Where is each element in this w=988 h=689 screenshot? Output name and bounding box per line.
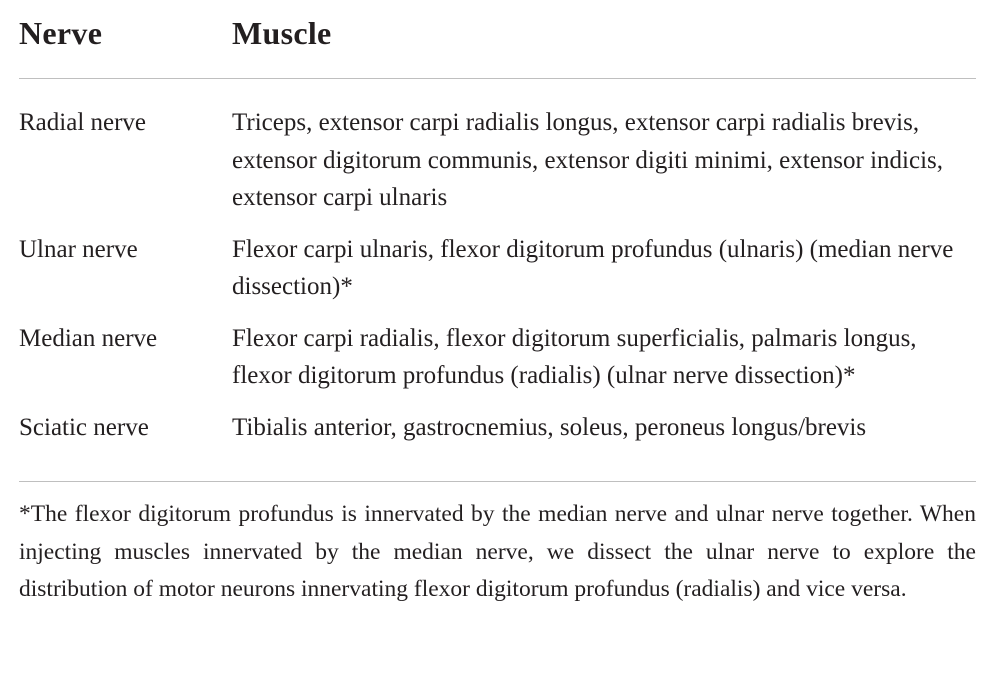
- table-body: [19, 79, 976, 482]
- header-nerve: Nerve: [19, 15, 103, 51]
- table-header: [19, 0, 976, 79]
- table-row: [19, 104, 976, 217]
- muscle-cell: Flexor carpi radialis, flexor digitorum superficialis, palmaris longus, flexor digitorum profundus (radialis) (ulnar nerve dissection)*: [232, 324, 917, 389]
- header-muscle: Muscle: [232, 15, 332, 51]
- table-row: [19, 320, 976, 395]
- table-row: [19, 231, 976, 306]
- nerve-cell: Ulnar nerve: [19, 235, 138, 263]
- nerve-cell: Sciatic nerve: [19, 413, 149, 441]
- nerve-cell: Median nerve: [19, 324, 158, 352]
- nerve-muscle-table: [19, 0, 976, 609]
- table-footnote: *The flexor digitorum profundus is innervated by the median nerve and ulnar nerve together. When injecting muscles innervated by the median nerve, we dissect the ulnar nerve to explore the distribution of motor neurons innervating flexor digitorum profundus (radialis) and vice versa.: [19, 501, 976, 602]
- muscle-cell: Flexor carpi ulnaris, flexor digitorum profundus (ulnaris) (median nerve dissection)*: [232, 235, 954, 300]
- muscle-cell: Tibialis anterior, gastrocnemius, soleus, peroneus longus/brevis: [232, 413, 867, 441]
- muscle-cell: Triceps, extensor carpi radialis longus, extensor carpi radialis brevis, extensor digitorum communis, extensor digiti minimi, extensor indicis, extensor carpi ulnaris: [232, 109, 944, 211]
- nerve-cell: Radial nerve: [19, 109, 147, 136]
- table-row: [19, 409, 976, 447]
